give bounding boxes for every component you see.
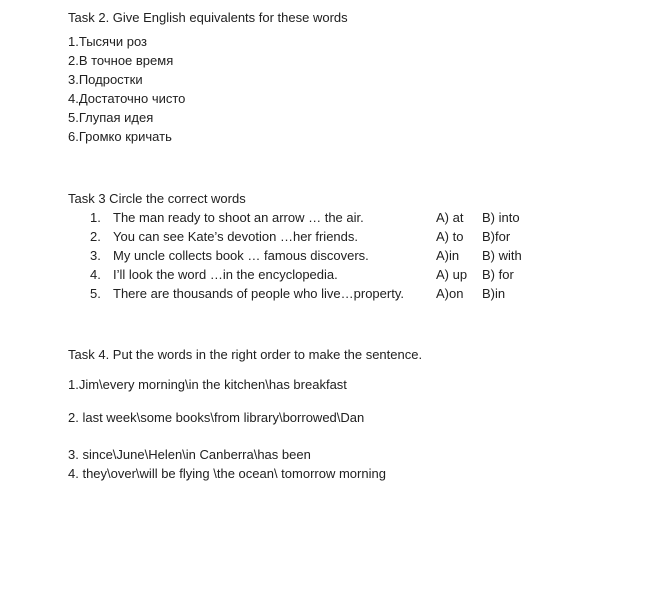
option-a: A) up	[436, 267, 468, 282]
task4-title: Task 4. Put the words in the right order to make the sentence.	[68, 347, 423, 362]
task2-item: 3.Подростки	[68, 72, 143, 87]
task3-item	[90, 208, 638, 227]
task2-item: 2.В точное время	[68, 53, 174, 68]
task2-title: Task 2. Give English equivalents for these words	[68, 10, 348, 25]
task4-item: 2. last week\some books\from library\borrowed\Dan	[68, 410, 365, 425]
option-b: B) for	[482, 267, 514, 282]
task2-section	[68, 8, 638, 146]
option-b: B) with	[482, 248, 522, 263]
item-sentence: You can see Kate’s devotion …her friends.	[113, 229, 358, 244]
task4-item: 4. they\over\will be flying \the ocean\ tomorrow morning	[68, 466, 386, 481]
option-b: B)in	[482, 286, 506, 301]
task3-section	[68, 189, 638, 303]
task4-section	[68, 345, 638, 483]
item-number: 1.	[90, 210, 101, 225]
task3-item	[90, 246, 638, 265]
task4-item: 3. since\June\Helen\in Canberra\has been	[68, 447, 311, 462]
task3-item	[90, 227, 638, 246]
option-a: A) at	[436, 210, 464, 225]
item-number: 3.	[90, 248, 101, 263]
option-a: A) to	[436, 229, 464, 244]
item-number: 5.	[90, 286, 101, 301]
task4-item: 1.Jim\every morning\in the kitchen\has breakfast	[68, 377, 347, 392]
task3-title: Task 3 Circle the correct words	[68, 191, 246, 206]
item-sentence: I’ll look the word …in the encyclopedia.	[113, 267, 338, 282]
option-a: A)in	[436, 248, 460, 263]
option-b: B)for	[482, 229, 511, 244]
option-a: A)on	[436, 286, 464, 301]
item-number: 4.	[90, 267, 101, 282]
task3-item	[90, 265, 638, 284]
task2-item: 4.Достаточно чисто	[68, 91, 186, 106]
item-number: 2.	[90, 229, 101, 244]
item-sentence: There are thousands of people who live…property.	[113, 286, 404, 301]
task2-item: 6.Громко кричать	[68, 129, 172, 144]
option-b: B) into	[482, 210, 520, 225]
task2-item: 5.Глупая идея	[68, 110, 154, 125]
item-sentence: My uncle collects book … famous discovers.	[113, 248, 369, 263]
item-sentence: The man ready to shoot an arrow … the air.	[113, 210, 364, 225]
task3-item	[90, 284, 638, 303]
task2-item: 1.Тысячи роз	[68, 34, 148, 49]
